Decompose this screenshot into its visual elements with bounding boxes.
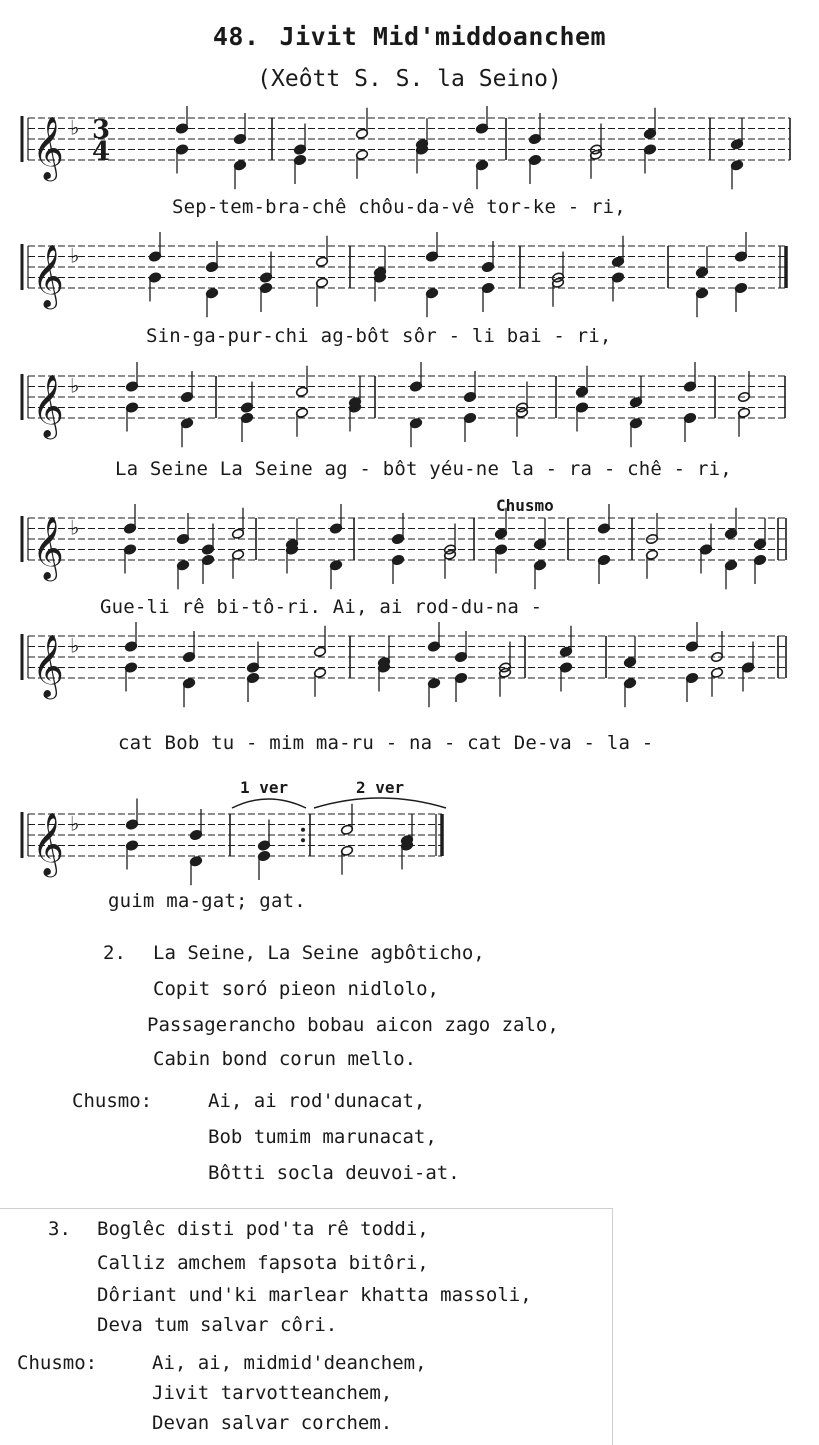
treble-clef-icon: 𝄞 (32, 244, 64, 307)
chorus-1-label: Chusmo: (72, 1090, 153, 1112)
treble-clef-icon: 𝄞 (32, 116, 64, 179)
treble-clef-icon: 𝄞 (32, 374, 64, 437)
ending-1-arc (232, 799, 306, 808)
lyric-line-3: La Seine La Seine ag - bôt yéu-ne la - ra - chê - ri, (115, 458, 732, 480)
ending-2-arc (314, 798, 446, 808)
chorus-1-line-2: Bob tumim marunacat, (208, 1126, 437, 1148)
flat-key-icon: ♭ (70, 373, 80, 398)
song-number: 48. (212, 22, 260, 51)
lyric-line-6: guim ma-gat; gat. (108, 890, 306, 912)
flat-key-icon: ♭ (70, 811, 80, 836)
chorus-2-line-2: Jivit tarvotteanchem, (152, 1382, 393, 1404)
staff-5 (0, 622, 819, 722)
flat-key-icon: ♭ (70, 633, 80, 658)
verse-3-number: 3. (48, 1218, 71, 1240)
music-system-1 (0, 106, 819, 226)
music-system-4 (0, 496, 819, 626)
lyric-line-4: Gue-li rê bi-tô-ri. Ai, ai rod-du-na - (100, 596, 543, 618)
chorus-2-line-1: Ai, ai, midmid'deanchem, (152, 1352, 427, 1374)
song-title: Jivit Mid'middoanchem (279, 22, 607, 51)
verse-2-line-1: La Seine, La Seine agbôticho, (153, 942, 485, 964)
verse-2-line-3: Passagerancho bobau aicon zago zalo, (147, 1014, 559, 1036)
treble-clef-icon: 𝄞 (32, 812, 64, 875)
ending-1-label: 1 ver (240, 778, 289, 797)
flat-key-icon: ♭ (70, 243, 80, 268)
staff-4 (0, 504, 819, 604)
staff-1 (0, 106, 819, 196)
repeat-dot (301, 838, 305, 842)
song-heading (0, 22, 819, 51)
music-system-6 (0, 778, 819, 918)
chorus-2-label: Chusmo: (17, 1352, 98, 1374)
time-sig-top: 3 (92, 115, 111, 145)
flat-key-icon: ♭ (70, 115, 80, 140)
flat-key-icon: ♭ (70, 515, 80, 540)
verse-3-line-4: Deva tum salvar côri. (97, 1314, 338, 1336)
verse-2-line-4: Cabin bond corun mello. (153, 1048, 417, 1070)
staff-2 (0, 232, 819, 322)
repeat-dot (301, 828, 305, 832)
ending-2-label: 2 ver (356, 778, 405, 797)
chorus-1-line-3: Bôtti socla deuvoi-at. (208, 1162, 460, 1184)
lyric-line-1: Sep-tem-bra-chê chôu-da-vê tor-ke - ri, (172, 196, 626, 218)
lyric-line-5: cat Bob tu - mim ma-ru - na - cat De-va - la - (118, 732, 654, 754)
chorus-marker: Chusmo (496, 496, 554, 515)
chorus-2-line-3: Devan salvar corchem. (152, 1412, 393, 1434)
music-system-2 (0, 232, 819, 352)
verse-3-line-3: Dôriant und'ki marlear khatta massoli, (97, 1284, 532, 1306)
verse-2-line-2: Copit soró pieon nidlolo, (153, 978, 439, 1000)
lyric-line-2: Sin-ga-pur-chi ag-bôt sôr - li bai - ri, (146, 325, 612, 347)
verse-3-line-1: Boglêc disti pod'ta rê toddi, (97, 1218, 429, 1240)
song-subtitle: (Xeôtt S. S. la Seino) (257, 66, 562, 92)
staff-3 (0, 362, 819, 452)
staff-6 (0, 790, 819, 900)
treble-clef-icon: 𝄞 (32, 634, 64, 697)
time-sig-bottom: 4 (92, 137, 111, 167)
verse-3-line-2: Calliz amchem fapsota bitôri, (97, 1252, 429, 1274)
verse-2-number: 2. (103, 942, 126, 964)
music-system-5 (0, 622, 819, 752)
chorus-1-line-1: Ai, ai rod'dunacat, (208, 1090, 426, 1112)
treble-clef-icon: 𝄞 (32, 516, 64, 579)
music-system-3 (0, 362, 819, 482)
